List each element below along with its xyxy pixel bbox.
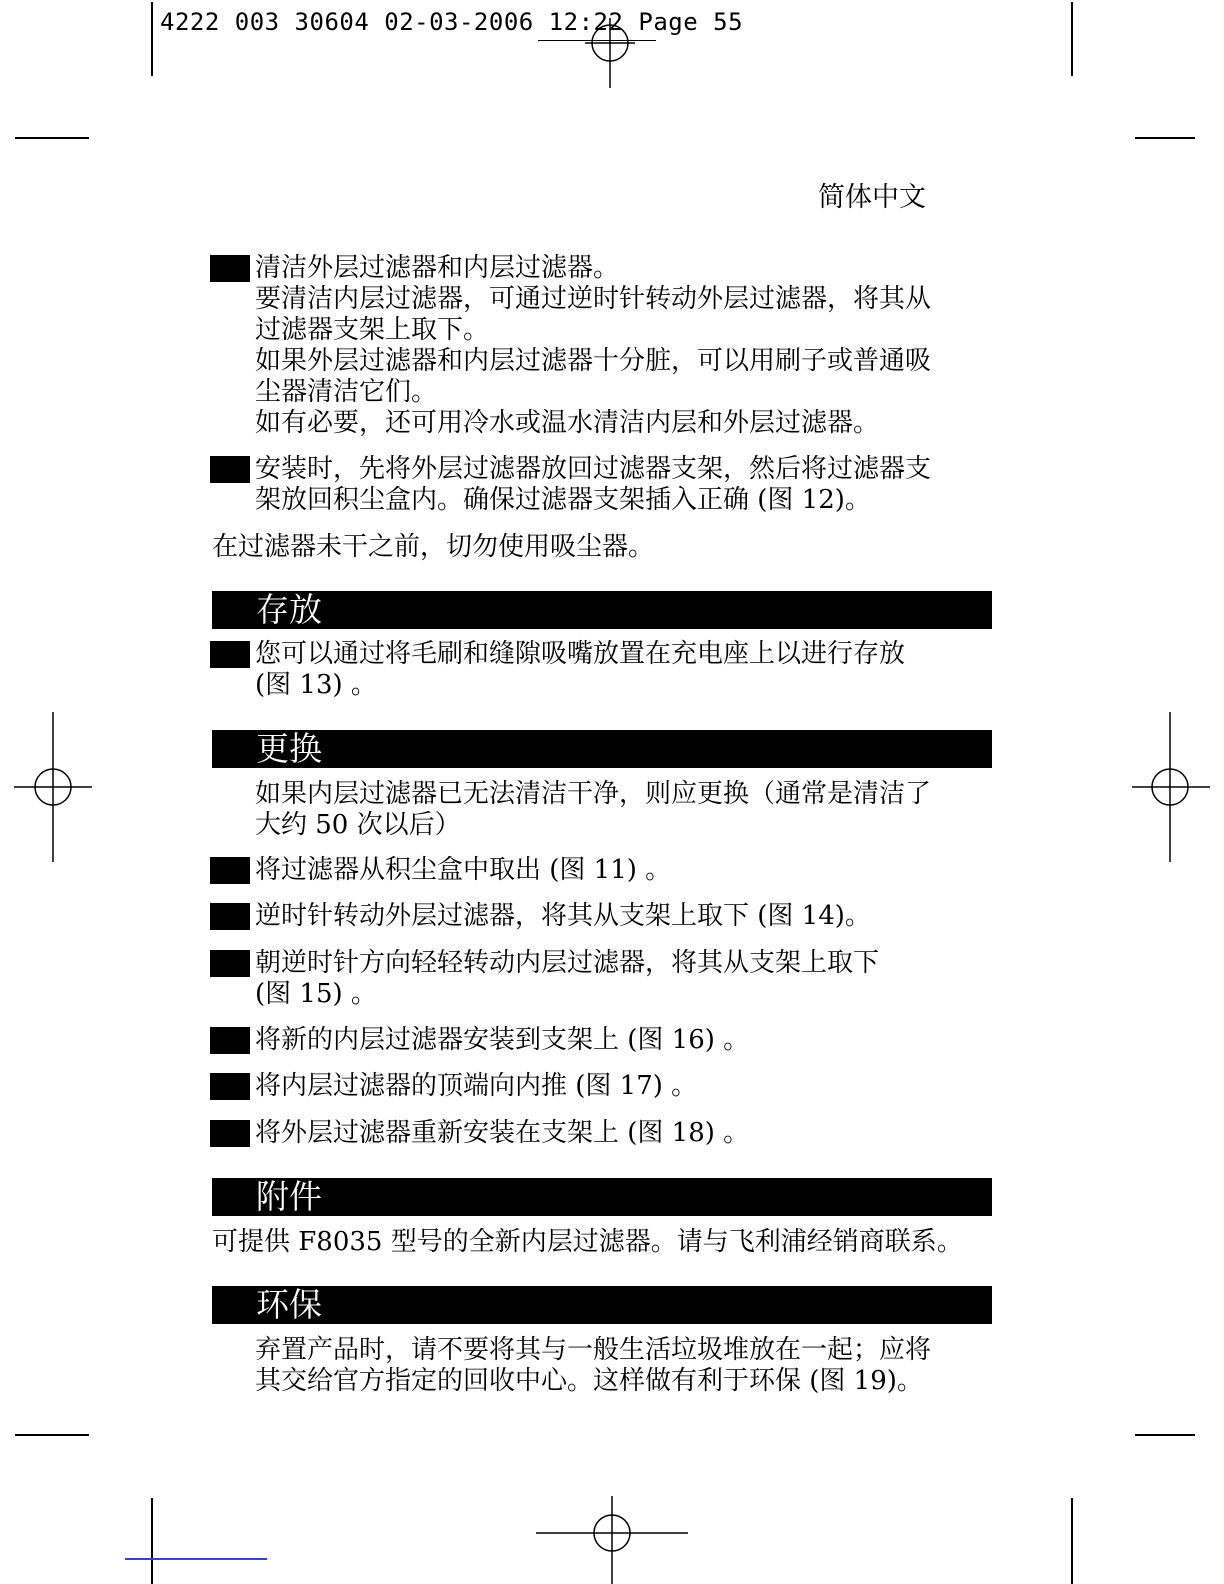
environment-text: 弃置产品时，请不要将其与一般生活垃圾堆放在一起；应将 其交给官方指定的回收中心。这样做有利于环保 (图 19)。 [255, 1335, 932, 1396]
filter-step-1: 清洁外层过滤器和内层过滤器。 要清洁内层过滤器，可通过逆时针转动外层过滤器，将其从 过滤器支架上取下。 如果外层过滤器和内层过滤器十分脏，可以用刷子或普通吸 尘器清洁它们。 如有必要，还可用冷水或温水清洁内层和外层过滤器。 [255, 253, 932, 438]
section-title: 存放 [256, 590, 322, 629]
step-bullet [210, 903, 250, 930]
section-header-replacement [212, 730, 992, 768]
section-header-storage [212, 591, 992, 629]
crop-mark [15, 137, 89, 139]
replacement-step: 将内层过滤器的顶端向内推 (图 17) 。 [255, 1071, 698, 1101]
replacement-step: 将过滤器从积尘盒中取出 (图 11) 。 [255, 855, 672, 885]
section-header-accessories [212, 1178, 992, 1216]
section-header-environment [212, 1286, 992, 1324]
section-title: 更换 [256, 729, 322, 768]
replacement-step: 朝逆时针方向轻轻转动内层过滤器，将其从支架上取下 (图 15) 。 [255, 948, 880, 1009]
step-bullet [210, 255, 250, 282]
replacement-step: 将新的内层过滤器安装到支架上 (图 16) 。 [255, 1025, 750, 1055]
crop-mark [1071, 2, 1073, 76]
registration-mark-right [1132, 712, 1210, 862]
step-bullet [210, 1120, 250, 1147]
replacement-step: 将外层过滤器重新安装在支架上 (图 18) 。 [255, 1118, 750, 1148]
registration-mark-top [585, 18, 635, 88]
crop-mark [151, 1498, 153, 1584]
step-bullet [210, 641, 250, 668]
language-label: 简体中文 [818, 182, 926, 213]
storage-step-1: 您可以通过将毛刷和缝隙吸嘴放置在充电座上以进行存放 (图 13) 。 [255, 639, 906, 700]
filter-note: 在过滤器未干之前，切勿使用吸尘器。 [212, 532, 655, 562]
step-bullet [210, 1073, 250, 1100]
color-line [125, 1558, 267, 1560]
registration-mark-left [14, 712, 92, 862]
crop-mark [151, 2, 153, 76]
step-bullet [210, 950, 250, 977]
crop-mark [1071, 1498, 1073, 1584]
registration-mark-bottom [536, 1496, 688, 1584]
section-title: 环保 [256, 1285, 322, 1324]
crop-mark [1135, 137, 1195, 139]
step-bullet [210, 857, 250, 884]
section-title: 附件 [256, 1177, 322, 1216]
filter-step-2: 安装时，先将外层过滤器放回过滤器支架，然后将过滤器支 架放回积尘盒内。确保过滤器支架插入正确 (图 12)。 [255, 454, 932, 515]
print-slug: 4222 003 30604 02-03-2006 12:22 Page 55 [160, 8, 744, 36]
crop-mark [1135, 1434, 1195, 1436]
step-bullet [210, 456, 250, 483]
replacement-intro: 如果内层过滤器已无法清洁干净，则应更换（通常是清洁了 大约 50 次以后） [255, 779, 932, 840]
crop-mark [15, 1434, 89, 1436]
accessories-text: 可提供 F8035 型号的全新内层过滤器。请与飞利浦经销商联系。 [212, 1227, 963, 1257]
replacement-step: 逆时针转动外层过滤器，将其从支架上取下 (图 14)。 [255, 901, 871, 931]
step-bullet [210, 1027, 250, 1054]
